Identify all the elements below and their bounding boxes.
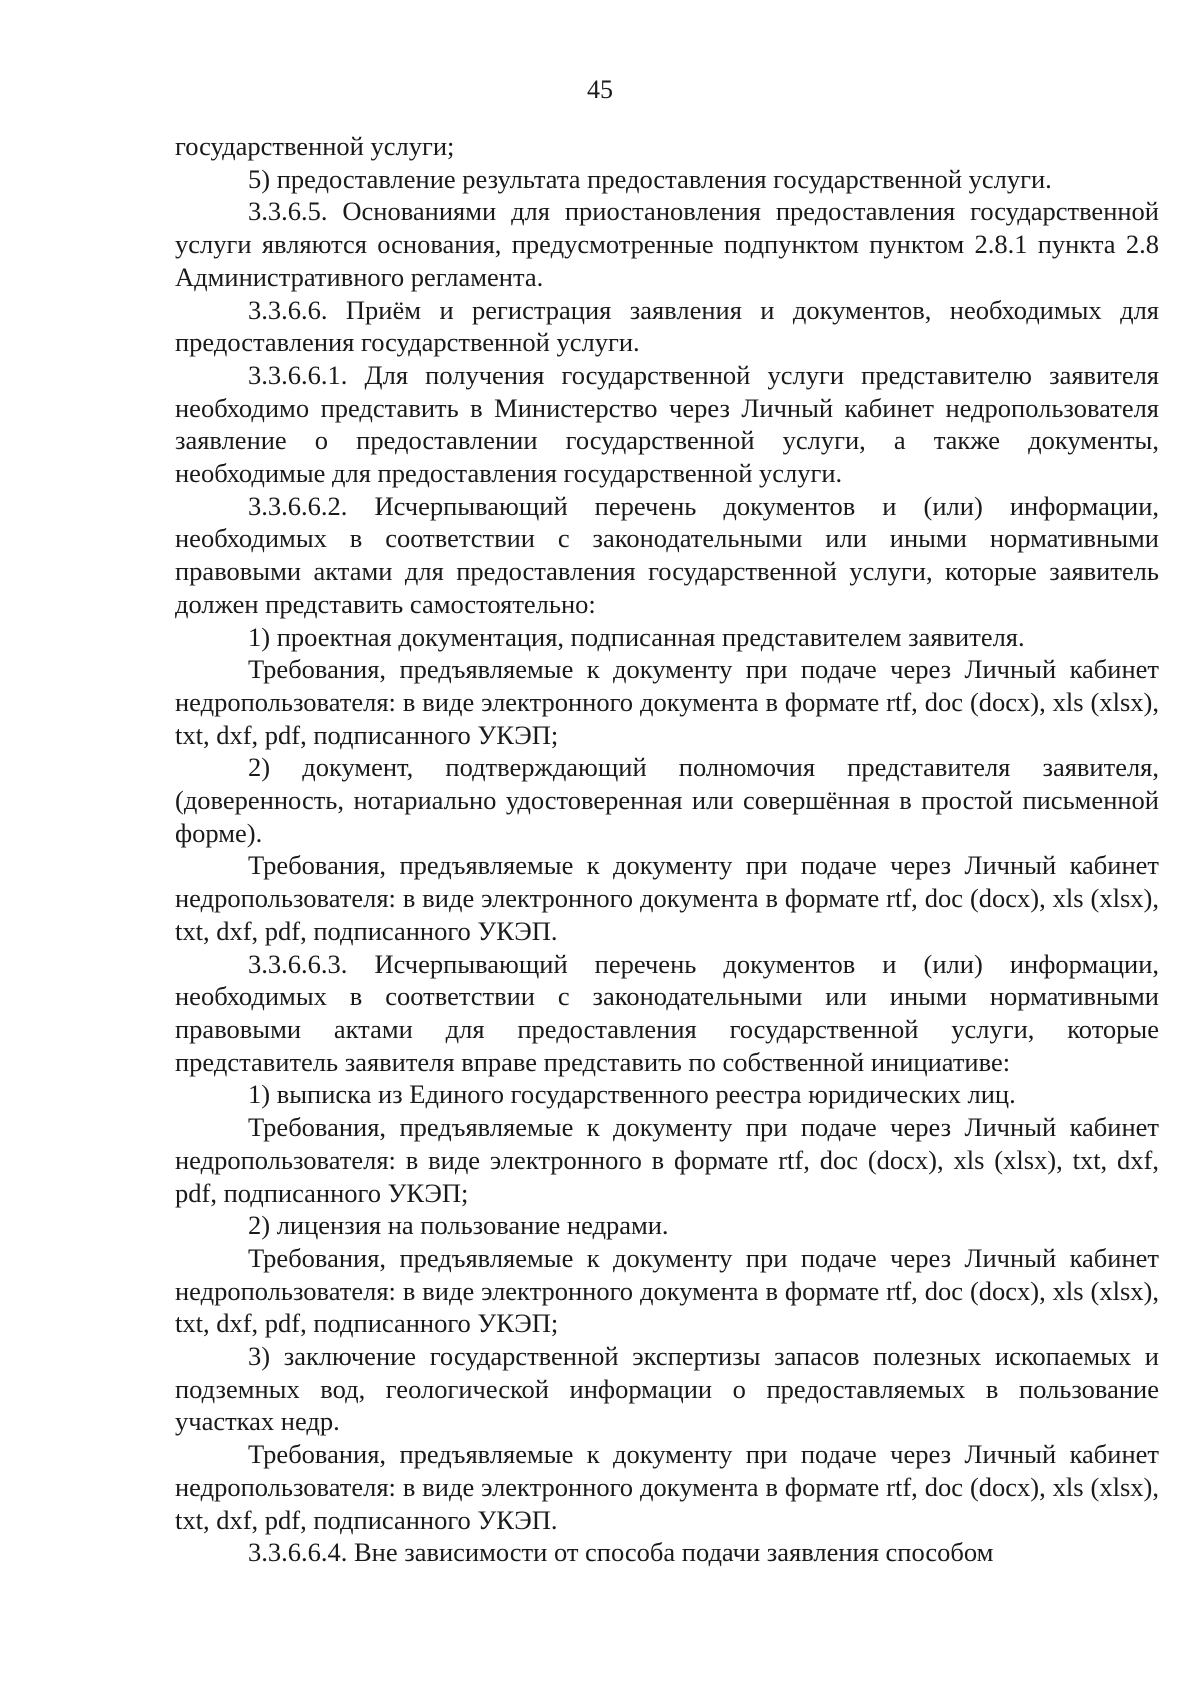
paragraph: 2) лицензия на пользование недрами.: [248, 1210, 669, 1241]
paragraph: Требования, предъявляемые к документу при подаче через Личный кабинет недропользователя: в виде электронного документа в формате rtf, doc (docx), xls (xlsx), txt, dxf, pdf, подписанного УКЭП;: [175, 654, 1159, 750]
paragraph: Требования, предъявляемые к документу при подаче через Личный кабинет недропользователя: в виде электронного документа в формате rtf, doc (docx), xls (xlsx), txt, dxf, pdf, подписанного УКЭП;: [175, 1242, 1159, 1339]
document-body: [175, 130, 1159, 1569]
paragraph: Требования, предъявляемые к документу при подаче через Личный кабинет недропользователя: в виде электронного документа в формате rtf, doc (docx), xls (xlsx), txt, dxf, pdf, подписанного УКЭП.: [175, 850, 1159, 946]
paragraph: 3.3.6.6.1. Для получения государственной услуги представителю заявителя необходимо представить в Министерство через Личный кабинет недропользователя заявление о предоставлении государственной услуги, а также документы, необходимые для предоставления государственной услуги.: [175, 359, 1159, 489]
paragraph: 3.3.6.6. Приём и регистрация заявления и документов, необходимых для предоставления государственной услуги.: [175, 294, 1159, 358]
paragraph: 3.3.6.6.3. Исчерпывающий перечень документов и (или) информации, необходимых в соответствии с законодательными или иными нормативными правовыми актами для предоставления государственной услуги, которые представитель заявителя вправе представить по собственной инициативе:: [175, 948, 1159, 1077]
paragraph: Требования, предъявляемые к документу при подаче через Личный кабинет недропользователя: в виде электронного документа в формате rtf, doc (docx), xls (xlsx), txt, dxf, pdf, подписанного УКЭП.: [175, 1439, 1159, 1535]
page-number: 45: [587, 75, 613, 104]
paragraph: 3) заключение государственной экспертизы запасов полезных ископаемых и подземных вод, геологической информации о предоставляемых в пользование участках недр.: [175, 1341, 1159, 1437]
paragraph: государственной услуги;: [175, 131, 455, 161]
paragraph: 3.3.6.6.4. Вне зависимости от способа подачи заявления способом: [248, 1537, 994, 1568]
paragraph: 1) выписка из Единого государственного реестра юридических лиц.: [248, 1079, 1016, 1110]
paragraph: 1) проектная документация, подписанная представителем заявителя.: [248, 621, 1025, 652]
paragraph: 3.3.6.5. Основаниями для приостановления предоставления государственной услуги являются основания, предусмотренные подпунктом пунктом 2.8.1 пункта 2.8 Административного регламента.: [175, 196, 1159, 292]
paragraph: Требования, предъявляемые к документу при подаче через Личный кабинет недропользователя: в виде электронного в формате rtf, doc (docx), xls (xlsx), txt, dxf, pdf, подписанного УКЭП;: [175, 1112, 1159, 1208]
paragraph: 5) предоставление результата предоставления государственной услуги.: [248, 163, 1052, 194]
paragraph: 2) документ, подтверждающий полномочия представителя заявителя, (доверенность, нотариально удостоверенная или совершённая в простой письменной форме).: [175, 752, 1159, 848]
paragraph: 3.3.6.6.2. Исчерпывающий перечень документов и (или) информации, необходимых в соответствии с законодательными или иными нормативными правовыми актами для предоставления государственной услуги, которые заявитель должен представить самостоятельно:: [175, 490, 1159, 619]
